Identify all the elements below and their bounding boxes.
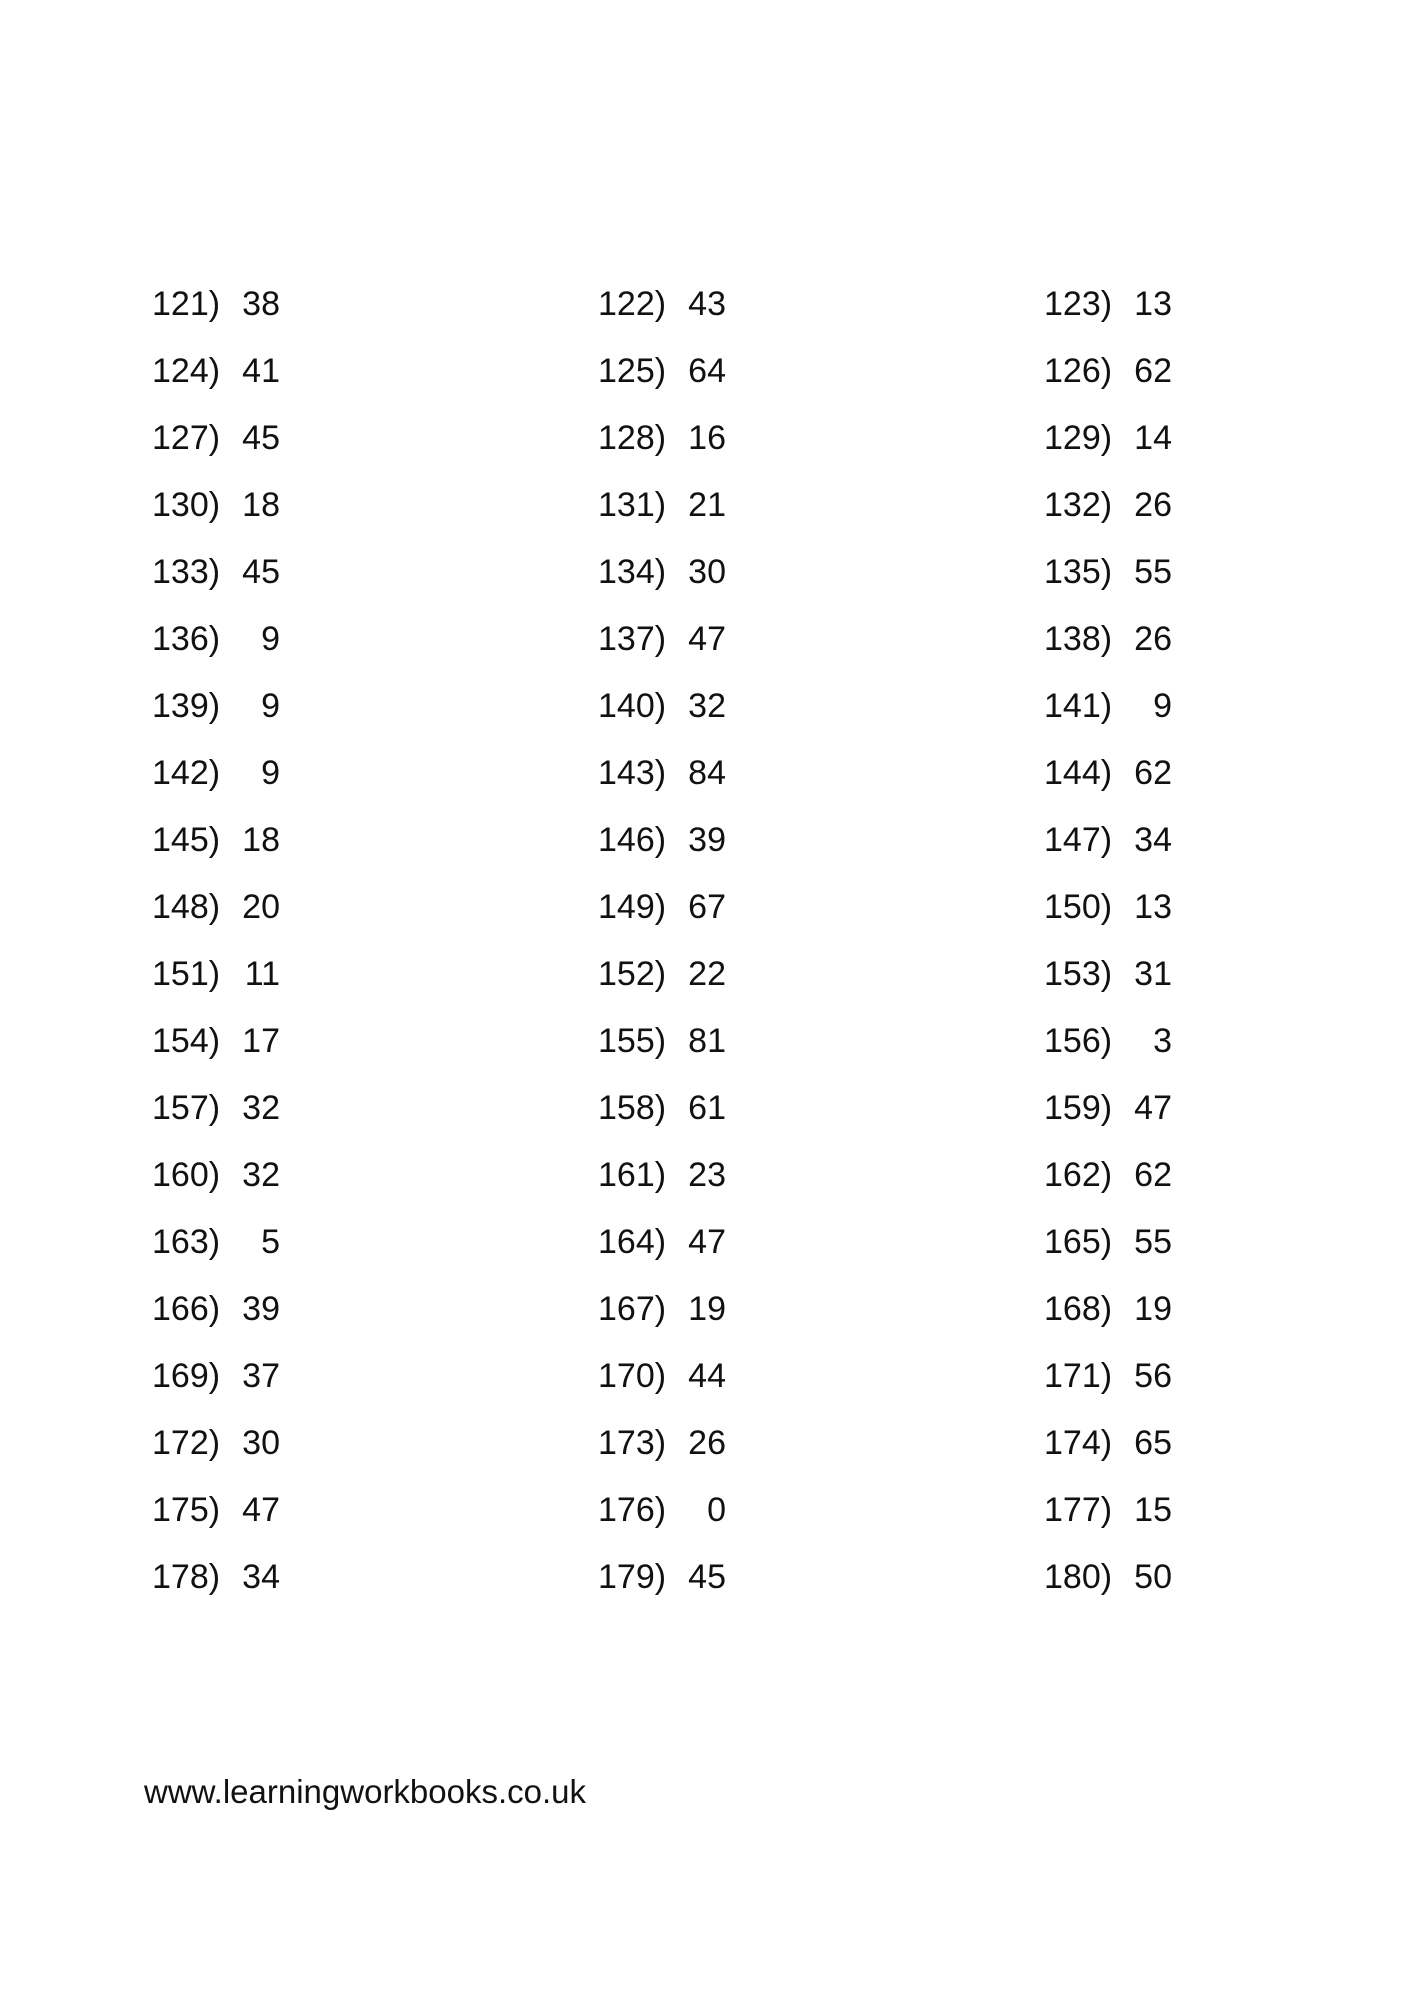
answer-number: 130)	[152, 486, 221, 524]
answer-value: 44	[688, 1357, 726, 1395]
answer-number: 139)	[152, 687, 221, 725]
answer-value: 47	[688, 1223, 726, 1261]
answer-number: 169)	[152, 1357, 221, 1395]
answer-value: 18	[242, 486, 280, 524]
answer-item	[598, 286, 1044, 353]
answer-number: 145)	[152, 821, 221, 859]
answer-item	[598, 353, 1044, 420]
answer-item	[598, 1559, 1044, 1626]
answer-value: 9	[1153, 687, 1172, 725]
answer-value: 45	[242, 553, 280, 591]
answer-number: 133)	[152, 553, 221, 591]
answer-number: 156)	[1044, 1022, 1113, 1060]
answer-item	[152, 688, 598, 755]
answer-value: 5	[261, 1223, 280, 1261]
answer-number: 161)	[598, 1156, 667, 1194]
answer-value: 39	[242, 1290, 280, 1328]
answer-item	[1044, 1559, 1262, 1626]
answer-item	[152, 1023, 598, 1090]
answer-value: 3	[1153, 1022, 1172, 1060]
answer-item	[598, 1224, 1044, 1291]
answer-value: 32	[242, 1089, 280, 1127]
answer-number: 178)	[152, 1558, 221, 1596]
answer-value: 9	[261, 754, 280, 792]
answer-item	[598, 554, 1044, 621]
answer-item	[598, 822, 1044, 889]
answer-item	[1044, 755, 1262, 822]
answer-number: 143)	[598, 754, 667, 792]
answer-item	[152, 1425, 598, 1492]
answer-value: 45	[242, 419, 280, 457]
answer-value: 81	[688, 1022, 726, 1060]
answer-number: 144)	[1044, 754, 1113, 792]
answer-value: 39	[688, 821, 726, 859]
answer-value: 22	[688, 955, 726, 993]
answer-item	[1044, 688, 1262, 755]
answer-item	[598, 688, 1044, 755]
answer-number: 159)	[1044, 1089, 1113, 1127]
answer-item	[152, 353, 598, 420]
answer-number: 129)	[1044, 419, 1113, 457]
answer-number: 125)	[598, 352, 667, 390]
answer-number: 174)	[1044, 1424, 1113, 1462]
answer-item	[152, 1157, 598, 1224]
answer-item	[152, 956, 598, 1023]
answer-item	[152, 1090, 598, 1157]
answer-value: 64	[688, 352, 726, 390]
answer-item	[152, 286, 598, 353]
answer-value: 32	[242, 1156, 280, 1194]
answer-item	[152, 822, 598, 889]
answer-value: 61	[688, 1089, 726, 1127]
answer-number: 151)	[152, 955, 221, 993]
answer-value: 62	[1134, 1156, 1172, 1194]
answer-number: 155)	[598, 1022, 667, 1060]
answer-value: 84	[688, 754, 726, 792]
answer-value: 50	[1134, 1558, 1172, 1596]
answer-value: 45	[688, 1558, 726, 1596]
answer-item	[1044, 1023, 1262, 1090]
answer-number: 154)	[152, 1022, 221, 1060]
answer-item	[1044, 286, 1262, 353]
answer-number: 166)	[152, 1290, 221, 1328]
answer-value: 38	[242, 285, 280, 323]
answer-value: 9	[261, 687, 280, 725]
answer-item	[1044, 956, 1262, 1023]
answer-value: 15	[1134, 1491, 1172, 1529]
answer-item	[152, 1559, 598, 1626]
answer-item	[598, 1492, 1044, 1559]
answer-value: 26	[1134, 620, 1172, 658]
answer-item	[152, 420, 598, 487]
answer-item	[1044, 554, 1262, 621]
answer-number: 123)	[1044, 285, 1113, 323]
answer-value: 47	[242, 1491, 280, 1529]
answer-value: 67	[688, 888, 726, 926]
answer-number: 180)	[1044, 1558, 1113, 1596]
answer-item	[1044, 1492, 1262, 1559]
answer-number: 121)	[152, 285, 221, 323]
answer-item	[598, 487, 1044, 554]
answer-item	[152, 554, 598, 621]
answer-number: 128)	[598, 419, 667, 457]
answer-number: 131)	[598, 486, 667, 524]
answer-item	[598, 621, 1044, 688]
answer-item	[1044, 1090, 1262, 1157]
answer-grid	[152, 286, 1262, 1626]
answer-value: 41	[242, 352, 280, 390]
answer-value: 16	[688, 419, 726, 457]
answer-number: 149)	[598, 888, 667, 926]
answer-value: 65	[1134, 1424, 1172, 1462]
answer-value: 47	[688, 620, 726, 658]
answer-value: 11	[244, 955, 280, 993]
answer-value: 20	[242, 888, 280, 926]
answer-number: 167)	[598, 1290, 667, 1328]
answer-value: 21	[688, 486, 726, 524]
answer-value: 0	[707, 1491, 726, 1529]
answer-number: 137)	[598, 620, 667, 658]
answer-item	[598, 1090, 1044, 1157]
answer-value: 23	[688, 1156, 726, 1194]
answer-item	[1044, 353, 1262, 420]
answer-item	[1044, 1291, 1262, 1358]
answer-value: 18	[242, 821, 280, 859]
answer-number: 142)	[152, 754, 221, 792]
answer-value: 47	[1134, 1089, 1172, 1127]
answer-value: 13	[1134, 888, 1172, 926]
answer-item	[152, 1291, 598, 1358]
answer-number: 153)	[1044, 955, 1113, 993]
answer-value: 30	[242, 1424, 280, 1462]
answer-item	[1044, 889, 1262, 956]
answer-number: 136)	[152, 620, 221, 658]
answer-item	[152, 487, 598, 554]
answer-item	[152, 889, 598, 956]
answer-value: 34	[242, 1558, 280, 1596]
answer-item	[1044, 1425, 1262, 1492]
answer-number: 158)	[598, 1089, 667, 1127]
answer-number: 132)	[1044, 486, 1113, 524]
answer-item	[598, 1425, 1044, 1492]
answer-number: 175)	[152, 1491, 221, 1529]
answer-item	[152, 1492, 598, 1559]
answer-item	[598, 1291, 1044, 1358]
answer-value: 32	[688, 687, 726, 725]
answer-number: 179)	[598, 1558, 667, 1596]
answer-value: 13	[1134, 285, 1172, 323]
answer-item	[152, 1224, 598, 1291]
answer-number: 171)	[1044, 1357, 1113, 1395]
answer-value: 43	[688, 285, 726, 323]
answer-item	[1044, 487, 1262, 554]
answer-number: 135)	[1044, 553, 1113, 591]
answer-value: 37	[242, 1357, 280, 1395]
answer-number: 177)	[1044, 1491, 1113, 1529]
answer-item	[598, 1157, 1044, 1224]
answer-item	[598, 1358, 1044, 1425]
answer-item	[598, 1023, 1044, 1090]
website-url: www.learningworkbooks.co.uk	[144, 1773, 587, 1810]
answer-number: 160)	[152, 1156, 221, 1194]
answer-item	[152, 1358, 598, 1425]
answer-number: 173)	[598, 1424, 667, 1462]
answer-value: 34	[1134, 821, 1172, 859]
answer-item	[598, 889, 1044, 956]
answer-item	[1044, 822, 1262, 889]
answer-value: 56	[1134, 1357, 1172, 1395]
answer-value: 14	[1134, 419, 1172, 457]
answer-number: 138)	[1044, 620, 1113, 658]
answer-value: 31	[1134, 955, 1172, 993]
answer-value: 19	[1134, 1290, 1172, 1328]
answer-value: 17	[242, 1022, 280, 1060]
answer-number: 122)	[598, 285, 667, 323]
answer-value: 26	[688, 1424, 726, 1462]
answer-item	[598, 956, 1044, 1023]
answer-value: 55	[1134, 1223, 1172, 1261]
answer-value: 62	[1134, 352, 1172, 390]
answer-number: 176)	[598, 1491, 667, 1529]
answer-value: 55	[1134, 553, 1172, 591]
answer-number: 162)	[1044, 1156, 1113, 1194]
answer-number: 152)	[598, 955, 667, 993]
answer-number: 141)	[1044, 687, 1113, 725]
answer-item	[1044, 1157, 1262, 1224]
answer-number: 146)	[598, 821, 667, 859]
answer-item	[598, 755, 1044, 822]
answer-number: 127)	[152, 419, 221, 457]
answer-number: 172)	[152, 1424, 221, 1462]
answer-number: 124)	[152, 352, 221, 390]
answer-value: 30	[688, 553, 726, 591]
answer-item	[1044, 1358, 1262, 1425]
answer-number: 163)	[152, 1223, 221, 1261]
answer-item	[598, 420, 1044, 487]
answer-number: 168)	[1044, 1290, 1113, 1328]
answer-number: 150)	[1044, 888, 1113, 926]
answer-item	[152, 755, 598, 822]
answer-number: 147)	[1044, 821, 1113, 859]
answer-item	[1044, 420, 1262, 487]
answer-number: 134)	[598, 553, 667, 591]
answer-value: 9	[261, 620, 280, 658]
answer-number: 165)	[1044, 1223, 1113, 1261]
answer-number: 164)	[598, 1223, 667, 1261]
answer-item	[152, 621, 598, 688]
answer-number: 126)	[1044, 352, 1113, 390]
answer-value: 62	[1134, 754, 1172, 792]
answer-value: 26	[1134, 486, 1172, 524]
answer-number: 170)	[598, 1357, 667, 1395]
answer-value: 19	[688, 1290, 726, 1328]
answer-number: 148)	[152, 888, 221, 926]
answer-item	[1044, 621, 1262, 688]
answer-item	[1044, 1224, 1262, 1291]
answer-number: 157)	[152, 1089, 221, 1127]
answer-number: 140)	[598, 687, 667, 725]
